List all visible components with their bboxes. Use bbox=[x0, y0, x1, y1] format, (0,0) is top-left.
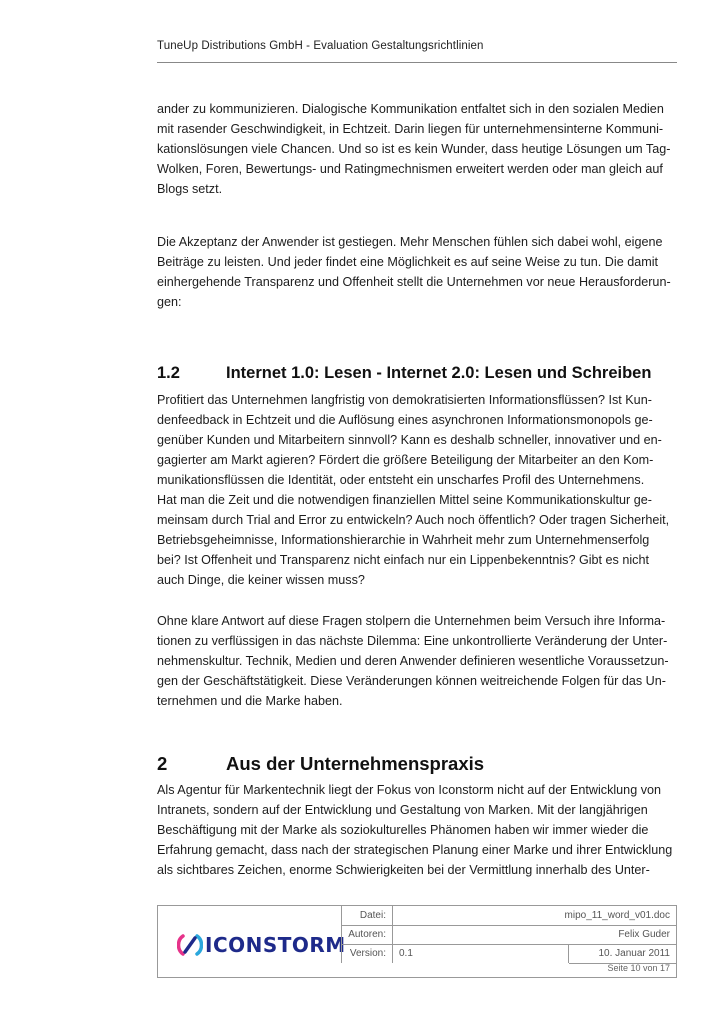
version-value: 0.1 bbox=[393, 944, 569, 963]
text-line: meinsam durch Trial and Error zu entwickeln? Auch noch öffentlich? Oder tragen Sicherheit, bbox=[157, 513, 670, 527]
section-number: 1.2 bbox=[157, 364, 180, 382]
datei-value: mipo_11_word_v01.doc bbox=[564, 910, 670, 921]
page-header: TuneUp Distributions GmbH - Evaluation Gestaltungsrichtlinien bbox=[157, 40, 484, 52]
text-line: denfeedback in Echtzeit und die Auflösung eines asynchronen Informationsmonopols ge- bbox=[157, 413, 653, 427]
table-divider bbox=[341, 906, 342, 963]
page-number: Seite 10 von 17 bbox=[607, 963, 670, 973]
text-line: munikationsflüssen die Identität, oder entsteht ein unscharfes Profil des Unternehmens. bbox=[157, 473, 645, 487]
paragraph-3 bbox=[157, 390, 679, 590]
paragraph-2 bbox=[157, 232, 679, 312]
text-line: Profitiert das Unternehmen langfristig von demokratisierten Informationsflüssen? Ist Kun- bbox=[157, 393, 652, 407]
header-divider bbox=[157, 62, 677, 63]
document-date: 10. Januar 2011 bbox=[598, 948, 670, 959]
text-line: als sichtbares Zeichen, enorme Schwierigkeiten bei der Vermittlung innerhalb des Unter- bbox=[157, 863, 650, 877]
text-line: ternehmen und die Marke haben. bbox=[157, 694, 343, 708]
text-line: kationslösungen viele Chancen. Und so ist es kein Wunder, dass heutige Lösungen um Tag- bbox=[157, 142, 671, 156]
version-label: Version: bbox=[341, 944, 393, 963]
paragraph-1 bbox=[157, 99, 679, 199]
paragraph-4 bbox=[157, 611, 679, 711]
text-line: tionen zu verflüssigen in das nächste Dilemma: Eine unkontrollierte Veränderung der Unter- bbox=[157, 634, 668, 648]
info-row-datei bbox=[341, 906, 676, 925]
autoren-label: Autoren: bbox=[341, 925, 393, 944]
text-line: Beschäftigung mit der Marke als soziokulturelles Phänomen haben wir immer wieder die bbox=[157, 823, 649, 837]
text-line: auch Dinge, die keiner wissen muss? bbox=[157, 573, 365, 587]
datei-label: Datei: bbox=[341, 906, 393, 925]
logo-wordmark: ICONSTORM bbox=[205, 933, 346, 957]
text-line: Ohne klare Antwort auf diese Fragen stolpern die Unternehmen beim Versuch ihre Informa- bbox=[157, 614, 666, 628]
info-row-autoren bbox=[341, 925, 676, 944]
text-line: gen der Geschäftstätigkeit. Diese Veränderungen können weitreichende Folgen für das Un- bbox=[157, 674, 666, 688]
section-title: Aus der Unternehmenspraxis bbox=[226, 753, 485, 774]
section-number: 2 bbox=[157, 753, 168, 774]
text-line: einhergehende Transparenz und Offenheit stellt die Unternehmen vor neue Herausforderun- bbox=[157, 275, 671, 289]
text-line: Erfahrung gemacht, dass nach der strategischen Planung einer Marke und ihrer Entwicklung bbox=[157, 843, 673, 857]
text-line: Hat man die Zeit und die notwendigen finanziellen Mittel seine Kommunikationskultur ge- bbox=[157, 493, 652, 507]
autoren-value: Felix Guder bbox=[618, 929, 670, 940]
info-row-version bbox=[341, 944, 676, 963]
text-line: ander zu kommunizieren. Dialogische Kommunikation entfaltet sich in den sozialen Medien bbox=[157, 102, 664, 116]
text-line: gagierter am Markt agieren? Fördert die größere Beteiligung der Mitarbeiter an den Kom- bbox=[157, 453, 654, 467]
iconstorm-logo bbox=[177, 930, 346, 960]
table-divider bbox=[341, 944, 676, 945]
text-line: mit rasender Geschwindigkeit, in Echtzeit. Darin liegen für unternehmensinterne Kommuni- bbox=[157, 122, 664, 136]
text-line: Die Akzeptanz der Anwender ist gestiegen. Mehr Menschen fühlen sich dabei wohl, eigene bbox=[157, 235, 663, 249]
text-line: bei? Ist Offenheit und Transparenz nicht einfach nur ein Lippenbekenntnis? Gibt es nicht bbox=[157, 553, 649, 567]
text-line: nehmenskultur. Technik, Medien und deren Anwender definieren wesentliche Voraussetzun- bbox=[157, 654, 669, 668]
text-line: Wolken, Foren, Bewertungs- und Ratingmechnismen erweitert werden oder man gleich auf bbox=[157, 162, 663, 176]
section-title: Internet 1.0: Lesen - Internet 2.0: Lesen und Schreiben bbox=[226, 364, 652, 382]
paragraph-5 bbox=[157, 780, 679, 880]
text-line: Beiträge zu leisten. Und jeder findet eine Möglichkeit es auf seine Weise zu tun. Die damit bbox=[157, 255, 658, 269]
text-line: genüber Kunden und Mitarbeitern sinnvoll? Kann es deshalb schneller, innovativer und en- bbox=[157, 433, 662, 447]
text-line: Blogs setzt. bbox=[157, 182, 223, 196]
text-line: Als Agentur für Markentechnik liegt der Fokus von Iconstorm nicht auf der Entwicklung von bbox=[157, 783, 661, 797]
iconstorm-logo-icon bbox=[177, 930, 203, 960]
text-line: gen: bbox=[157, 295, 182, 309]
table-divider bbox=[341, 925, 676, 926]
text-line: Betriebsgeheimnisse, Informationshierarchie in Wahrheit mehr zum Unternehmenserfolg bbox=[157, 533, 650, 547]
text-line: Intranets, sondern auf der Entwicklung und Gestaltung von Marken. Mit der langjährigen bbox=[157, 803, 648, 817]
